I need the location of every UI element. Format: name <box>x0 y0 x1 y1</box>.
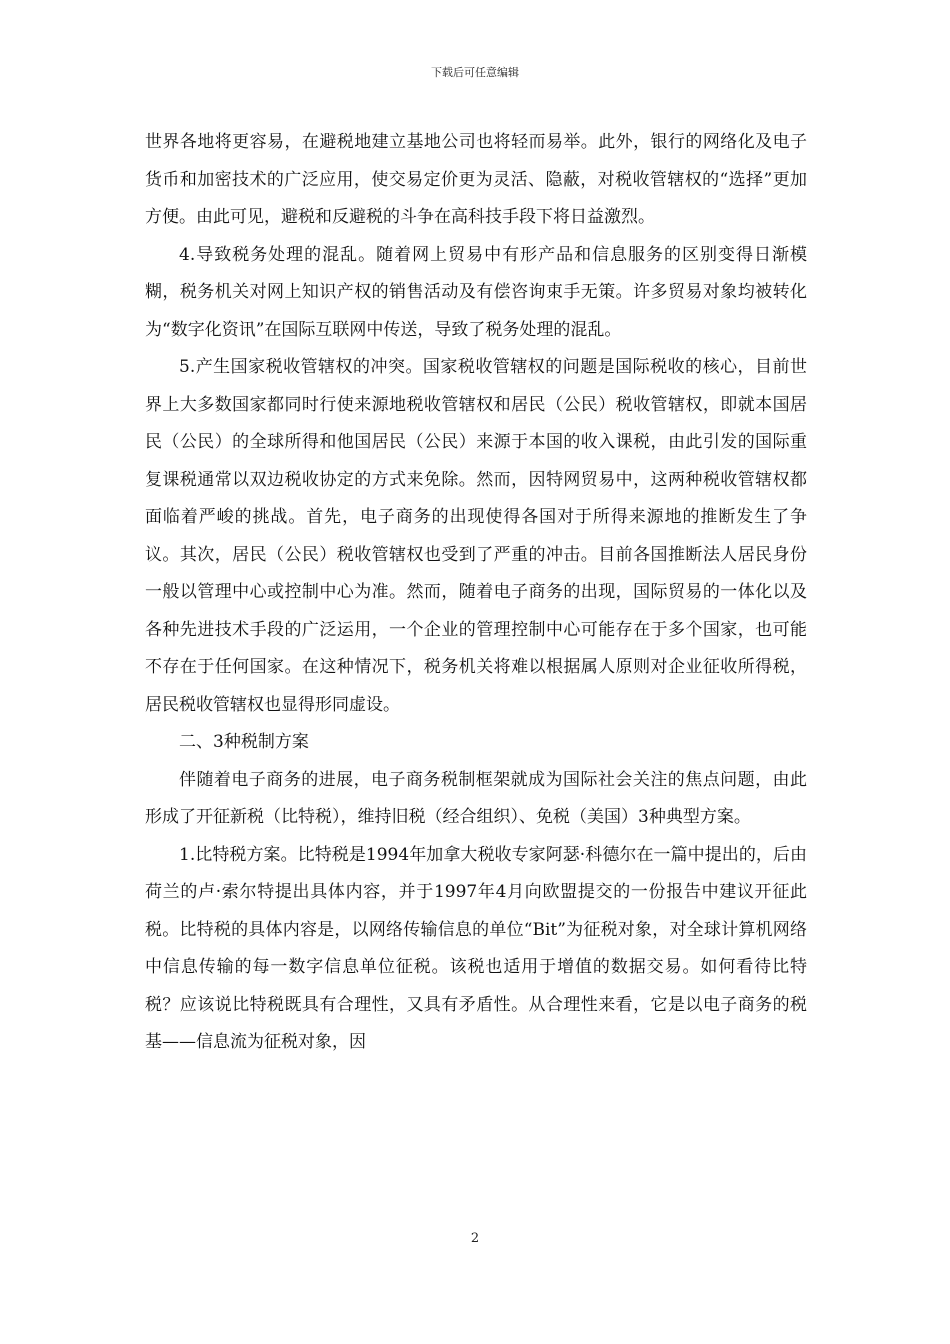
page-header: 下载后可任意编辑 <box>431 66 519 79</box>
paragraph-bit-tax: 1.比特税方案。比特税是1994年加拿大税收专家阿瑟·科德尔在一篇中提出的，后由荷兰的卢·索尔特提出具体内容，并于1997年4月向欧盟提交的一份报告中建议开征此税。比特税的具体内容是，以网络传输信息的单位“Bit”为征税对象，对全球计算机网络中信息传输的每一数字信息单位征税。该税也适用于增值的数据交易。如何看待比特税？应该说比特税既具有合理性，又具有矛盾性。从合理性来看，它是以电子商务的税基——信息流为征税对象，因 <box>145 844 807 1052</box>
document-body <box>145 124 807 1062</box>
paragraph-continuation: 世界各地将更容易，在避税地建立基地公司也将轻而易举。此外，银行的网络化及电子货币和加密技术的广泛应用，使交易定价更为灵活、隐蔽，对税收管辖权的“选择”更加方便。由此可见，避税和反避税的斗争在高科技手段下将日益激烈。 <box>145 132 807 227</box>
section-heading: 二、3种税制方案 <box>179 732 309 752</box>
paragraph-point-5: 5.产生国家税收管辖权的冲突。国家税收管辖权的问题是国际税收的核心，目前世界上大多数国家都同时行使来源地税收管辖权和居民（公民）税收管辖权，即就本国居民（公民）的全球所得和他国居民（公民）来源于本国的收入课税，由此引发的国际重复课税通常以双边税收协定的方式来免除。然而，因特网贸易中，这两种税收管辖权都面临着严峻的挑战。首先，电子商务的出现使得各国对于所得来源地的推断发生了争议。其次，居民（公民）税收管辖权也受到了严重的冲击。目前各国推断法人居民身份一般以管理中心或控制中心为准。然而，随着电子商务的出现，国际贸易的一体化以及各种先进技术手段的广泛运用，一个企业的管理控制中心可能存在于多个国家，也可能不存在于任何国家。在这种情况下，税务机关将难以根据属人原则对企业征收所得税，居民税收管辖权也显得形同虚设。 <box>145 357 807 715</box>
page-number: 2 <box>470 1231 480 1246</box>
paragraph-point-4: 4.导致税务处理的混乱。随着网上贸易中有形产品和信息服务的区别变得日渐模糊，税务机关对网上知识产权的销售活动及有偿咨询束手无策。许多贸易对象均被转化为“数字化资讯”在国际互联网中传送，导致了税务处理的混乱。 <box>145 244 807 340</box>
paragraph-intro-schemes: 伴随着电子商务的进展，电子商务税制框架就成为国际社会关注的焦点问题，由此形成了开征新税（比特税），维持旧税（经合组织）、免税（美国）3种典型方案。 <box>145 769 807 827</box>
